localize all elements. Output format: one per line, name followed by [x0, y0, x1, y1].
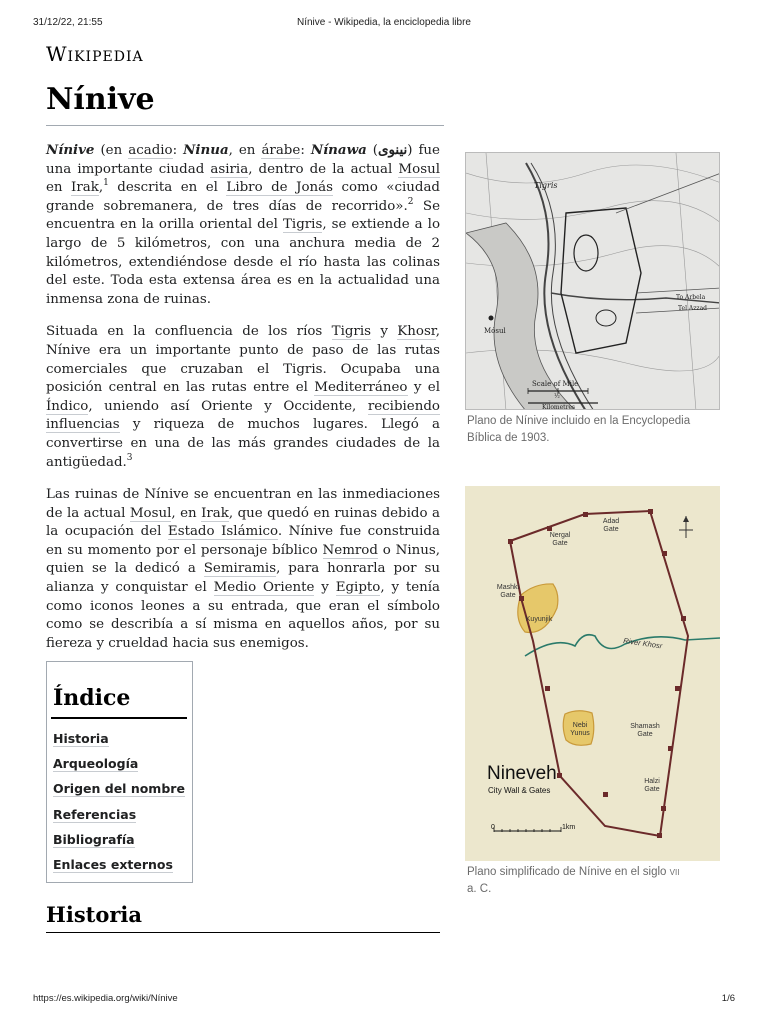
- map-label-mosul: Mósul: [484, 327, 506, 335]
- paragraph-ruins: [46, 486, 440, 653]
- link-irak-2[interactable]: Irak: [201, 505, 229, 521]
- toc-item-label[interactable]: Historia: [53, 731, 109, 746]
- arabic-transliteration: Nínawa: [310, 142, 367, 158]
- link-tigris[interactable]: Tigris: [282, 217, 323, 233]
- section-heading-historia: Historia: [46, 902, 142, 927]
- link-nemrod[interactable]: Nemrod: [322, 542, 378, 558]
- toc-item-enlaces[interactable]: [53, 852, 185, 877]
- text: como «ciudad grande sobremanera, de tres días de recorrido».: [46, 180, 441, 214]
- toc-item-arqueologia[interactable]: [53, 751, 185, 776]
- gate-label-halzi: Halzi: [644, 778, 660, 785]
- label-yunus: Yunus: [570, 730, 590, 737]
- map-scale-title: [532, 380, 578, 388]
- plan-scale-start: 0: [491, 824, 495, 831]
- print-page-title: Nínive - Wikipedia, la enciclopedia libre: [297, 17, 471, 28]
- toc-item-label[interactable]: Arqueología: [53, 756, 139, 772]
- toc-item-label[interactable]: Origen del nombre: [53, 781, 185, 797]
- map-scale-km: Kilometres: [542, 404, 576, 410]
- toc-item-referencias[interactable]: [53, 802, 185, 827]
- label-nebi: Nebi: [572, 722, 588, 729]
- old-map-illustration: [466, 153, 720, 410]
- toc-item-label[interactable]: Enlaces externos: [53, 857, 173, 873]
- text: y: [314, 580, 336, 596]
- map-scale-unit: Mile: [562, 380, 579, 388]
- toc-divider: [51, 717, 187, 719]
- reference-2[interactable]: 2: [407, 196, 414, 207]
- figure-1-caption: Plano de Nínive incluido en la Encyclopedia Bíblica de 1903.: [467, 415, 691, 444]
- text: Situada en la confluencia de los ríos: [46, 324, 332, 340]
- gate-label-adad-2: Gate: [603, 526, 619, 533]
- caption-century: vii: [669, 866, 680, 878]
- plan-title: Nineveh: [487, 763, 557, 784]
- akkadian-name: Ninua: [183, 142, 229, 158]
- text: ) fue una importante ciudad: [46, 143, 440, 177]
- link-libro-jonas[interactable]: Libro de Jonás: [226, 180, 333, 196]
- nineveh-plan-illustration: [465, 486, 720, 861]
- link-acadio[interactable]: acadio: [128, 143, 173, 158]
- map-label-tigris: Tigris: [534, 181, 558, 190]
- link-indico[interactable]: Índico: [46, 398, 89, 414]
- gate-label-mashki: Mashki: [496, 584, 520, 591]
- toc-item-historia[interactable]: [53, 726, 185, 751]
- text: o Ninus, quien se la dedicó a: [46, 542, 440, 577]
- toc-list: [53, 726, 185, 877]
- gate-label-nergal: Nergal: [549, 532, 571, 539]
- text: , que quedó en ruinas debido a la ocupación del: [46, 505, 440, 540]
- bold-term: Nínive: [46, 142, 95, 158]
- gate-label-adad: Adad: [602, 518, 620, 525]
- toc-item-label[interactable]: Referencias: [53, 806, 137, 822]
- text: :: [172, 143, 184, 158]
- text: , Nínive era un importante punto de paso de las rutas comerciales que cruzaban el Tigris. Ocupaba una posición central en las rutas entre el: [46, 324, 441, 396]
- label-river-khosr: River Khosr: [622, 636, 663, 651]
- text: ,: [98, 180, 104, 196]
- reference-1[interactable]: 1: [103, 178, 109, 189]
- text: en: [46, 180, 72, 196]
- link-asiria[interactable]: asiria: [210, 161, 249, 177]
- text: , para honrarla por su alianza y conquistar el: [46, 561, 440, 596]
- map-scale-label: Scale of: [532, 380, 563, 388]
- map-scale-half: ½: [554, 393, 560, 400]
- gate-label-mashki-2: Gate: [500, 592, 516, 599]
- text: (en: [94, 143, 129, 158]
- plan-scale-end: 1km: [562, 824, 576, 831]
- link-tigris-2[interactable]: Tigris: [331, 324, 371, 340]
- toc-item-origen[interactable]: [53, 776, 185, 801]
- link-arabe[interactable]: árabe: [261, 143, 301, 158]
- link-estado-islamico[interactable]: Estado Islámico: [167, 524, 278, 540]
- article-body: [46, 141, 440, 667]
- link-semiramis[interactable]: Semiramis: [203, 561, 277, 577]
- print-footer: [0, 993, 768, 1007]
- map-label-tel: Tel Azzad: [678, 305, 707, 312]
- text: descrita en el: [108, 180, 227, 196]
- paragraph-location: [46, 323, 440, 472]
- caption-text: Plano simplificado de Nínive en el siglo: [467, 866, 670, 878]
- link-mosul-2[interactable]: Mosul: [129, 505, 172, 521]
- gate-label-shamash: Shamash: [630, 723, 660, 730]
- print-timestamp: 31/12/22, 21:55: [33, 17, 103, 28]
- text: , uniendo así Oriente y Occidente,: [88, 398, 368, 414]
- page-title: Nínive: [46, 82, 155, 117]
- toc-item-bibliografia[interactable]: [53, 827, 185, 852]
- print-url: https://es.wikipedia.org/wiki/Nínive: [33, 993, 178, 1004]
- link-egipto[interactable]: Egipto: [335, 580, 381, 596]
- link-medio-oriente[interactable]: Medio Oriente: [213, 580, 315, 596]
- text: , en: [228, 143, 262, 158]
- map-label-arbela: To Arbela: [676, 294, 706, 301]
- link-khosr[interactable]: Khosr: [397, 324, 436, 340]
- print-header: [0, 17, 768, 31]
- figure-old-map[interactable]: [465, 152, 720, 410]
- toc-title: Índice: [53, 685, 131, 711]
- text: . Nínive fue construida en su momento por el personaje bíblico: [46, 524, 440, 558]
- text: , en: [171, 505, 202, 521]
- text: , dentro de la actual: [248, 161, 399, 177]
- gate-label-halzi-2: Gate: [644, 786, 660, 793]
- text: y riqueza de muchos lugares. Llegó a convertirse en una de las más grandes ciudades de la antigüedad.: [46, 417, 440, 470]
- text: y el: [407, 380, 440, 396]
- toc-item-label[interactable]: Bibliografía: [53, 831, 135, 847]
- gate-label-shamash-2: Gate: [637, 731, 653, 738]
- text: Las ruinas de Nínive se encuentran en las inmediaciones de la actual: [46, 487, 440, 521]
- arabic-name: نينوى: [378, 142, 408, 158]
- text: :: [300, 143, 311, 158]
- label-kuyunjik: Kuyunjik: [525, 616, 553, 623]
- caption-text-end: a. C.: [467, 883, 492, 895]
- text: (: [366, 143, 379, 158]
- title-divider: [46, 125, 444, 126]
- gate-label-nergal-2: Gate: [552, 540, 568, 547]
- link-influencias[interactable]: recibiendo influencias: [46, 398, 440, 433]
- reference-3[interactable]: 3: [126, 452, 133, 463]
- text: y: [370, 324, 398, 340]
- table-of-contents: [46, 661, 193, 883]
- figure-2-caption: [467, 864, 687, 898]
- section-divider: [46, 932, 440, 933]
- wikipedia-wordmark[interactable]: Wikipedia: [46, 42, 144, 66]
- print-page-number: 1/6: [721, 993, 735, 1004]
- link-irak[interactable]: Irak: [71, 180, 99, 196]
- figure-simplified-plan[interactable]: [465, 486, 720, 861]
- paragraph-intro: [46, 141, 440, 309]
- link-mediterraneo[interactable]: Mediterráneo: [314, 380, 408, 396]
- text: , y tenía como iconos leones a su entrada, que eran el símbolo como se describía a sí misma en aquellos años, por su fiereza y crueldad hacia sus enemigos.: [46, 580, 441, 651]
- text: , se extiende a lo largo de 5 kilómetros, con una anchura media de 2 kilómetros, extendiéndose desde el río hasta las colinas del este. Toda esta extensa área es en la actualidad una inmensa zona de ruinas.: [46, 217, 441, 307]
- plan-subtitle: City Wall & Gates: [488, 786, 551, 795]
- text: Se encuentra en la orilla oriental del: [46, 198, 441, 233]
- link-mosul[interactable]: Mosul: [398, 161, 440, 177]
